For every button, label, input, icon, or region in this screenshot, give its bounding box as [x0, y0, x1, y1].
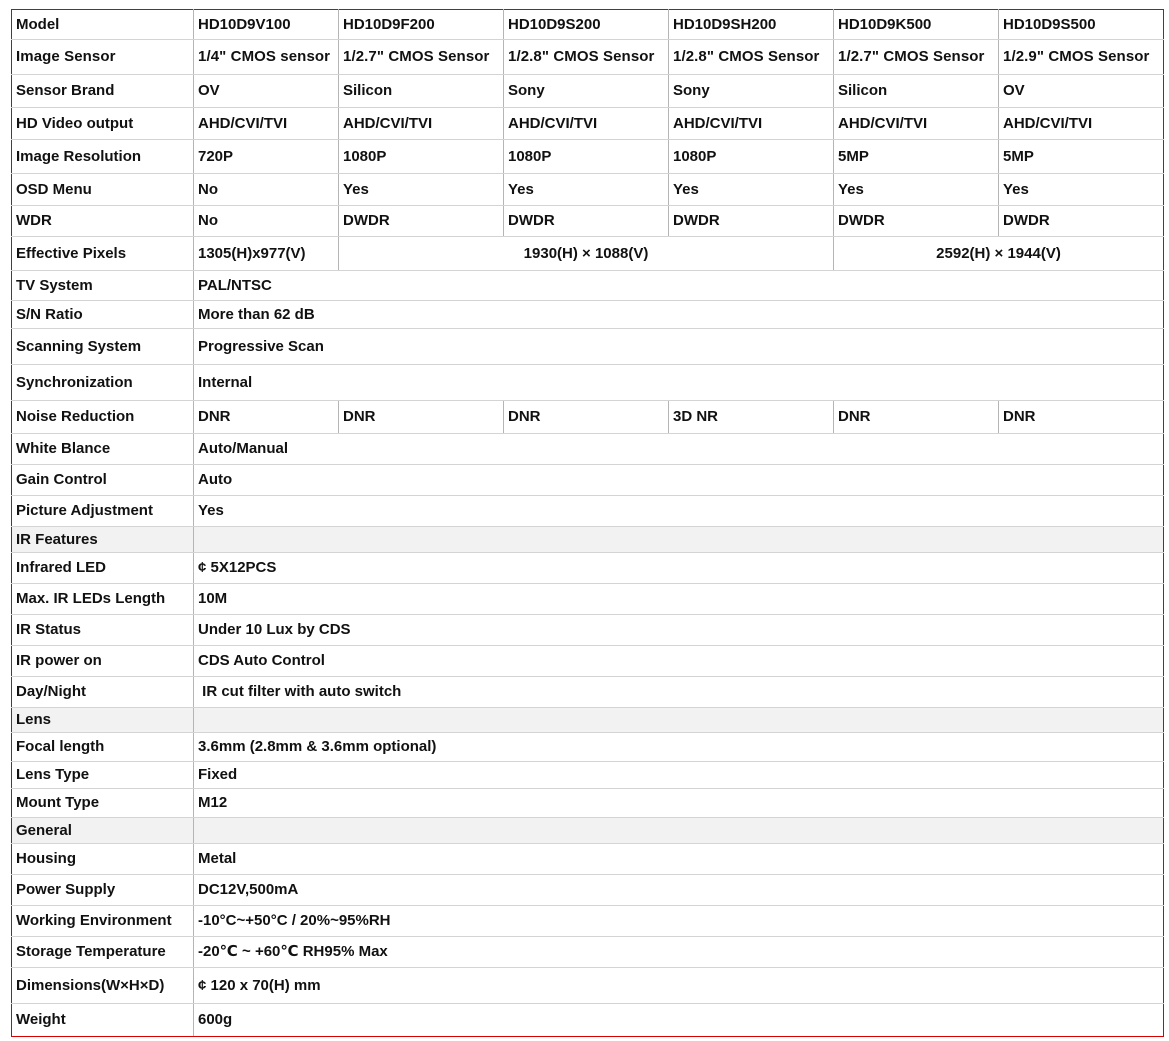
row-dimensions — [12, 968, 1164, 1004]
label-power-supply: Power Supply — [12, 875, 194, 906]
cell-model-2: HD10D9F200 — [339, 10, 504, 40]
row-synchronization — [12, 365, 1164, 401]
cell-sensor-brand-2: Silicon — [339, 75, 504, 108]
value-dimensions: ¢ 120 x 70(H) mm — [194, 968, 1164, 1004]
row-tv-system — [12, 271, 1164, 301]
cell-noise-reduction-4: 3D NR — [669, 401, 834, 434]
row-mount-type — [12, 789, 1164, 818]
cell-hd-video-output-6: AHD/CVI/TVI — [999, 108, 1164, 140]
cell-hd-video-output-2: AHD/CVI/TVI — [339, 108, 504, 140]
row-ir-power-on — [12, 646, 1164, 677]
value-tv-system: PAL/NTSC — [194, 271, 1164, 301]
cell-model-5: HD10D9K500 — [834, 10, 999, 40]
row-image-sensor — [12, 40, 1164, 75]
cell-model-3: HD10D9S200 — [504, 10, 669, 40]
cell-osd-menu-4: Yes — [669, 174, 834, 206]
cell-image-resolution-4: 1080P — [669, 140, 834, 174]
value-power-supply: DC12V,500mA — [194, 875, 1164, 906]
value-picture-adjustment: Yes — [194, 496, 1164, 527]
label-ir-power-on: IR power on — [12, 646, 194, 677]
cell-osd-menu-6: Yes — [999, 174, 1164, 206]
row-weight — [12, 1004, 1164, 1037]
label-wdr: WDR — [12, 206, 194, 237]
label-osd-menu: OSD Menu — [12, 174, 194, 206]
cell-sensor-brand-1: OV — [194, 75, 339, 108]
row-lens-type — [12, 762, 1164, 789]
row-working-environment — [12, 906, 1164, 937]
cell-osd-menu-5: Yes — [834, 174, 999, 206]
cell-image-resolution-1: 720P — [194, 140, 339, 174]
row-storage-temperature — [12, 937, 1164, 968]
label-synchronization: Synchronization — [12, 365, 194, 401]
label-lens-type: Lens Type — [12, 762, 194, 789]
section-title-ir-features: IR Features — [12, 527, 194, 553]
row-picture-adjustment — [12, 496, 1164, 527]
value-housing: Metal — [194, 844, 1164, 875]
label-scanning-system: Scanning System — [12, 329, 194, 365]
row-white-blance — [12, 434, 1164, 465]
value-gain-control: Auto — [194, 465, 1164, 496]
section-lens — [12, 708, 1164, 733]
value-scanning-system: Progressive Scan — [194, 329, 1164, 365]
row-gain-control — [12, 465, 1164, 496]
label-gain-control: Gain Control — [12, 465, 194, 496]
row-sn-ratio — [12, 301, 1164, 329]
cell-model-6: HD10D9S500 — [999, 10, 1164, 40]
cell-image-sensor-2: 1/2.7" CMOS Sensor — [339, 40, 504, 75]
cell-image-resolution-2: 1080P — [339, 140, 504, 174]
label-ir-status: IR Status — [12, 615, 194, 646]
cell-noise-reduction-2: DNR — [339, 401, 504, 434]
value-white-blance: Auto/Manual — [194, 434, 1164, 465]
label-effective-pixels: Effective Pixels — [12, 237, 194, 271]
value-max-ir-leds-length: 10M — [194, 584, 1164, 615]
cell-wdr-4: DWDR — [669, 206, 834, 237]
row-noise-reduction — [12, 401, 1164, 434]
label-mount-type: Mount Type — [12, 789, 194, 818]
cell-image-sensor-4: 1/2.8" CMOS Sensor — [669, 40, 834, 75]
value-synchronization: Internal — [194, 365, 1164, 401]
label-sensor-brand: Sensor Brand — [12, 75, 194, 108]
label-infrared-led: Infrared LED — [12, 553, 194, 584]
row-focal-length — [12, 733, 1164, 762]
cell-sensor-brand-3: Sony — [504, 75, 669, 108]
label-focal-length: Focal length — [12, 733, 194, 762]
section-general — [12, 818, 1164, 844]
section-fill-general — [194, 818, 1164, 844]
value-storage-temperature: -20℃ ~ +60℃ RH95% Max — [194, 937, 1164, 968]
cell-effective-pixels-2: 1930(H) × 1088(V) — [339, 237, 834, 271]
row-scanning-system — [12, 329, 1164, 365]
section-ir-features — [12, 527, 1164, 553]
cell-wdr-5: DWDR — [834, 206, 999, 237]
value-ir-status: Under 10 Lux by CDS — [194, 615, 1164, 646]
cell-effective-pixels-1: 1305(H)x977(V) — [194, 237, 339, 271]
label-day-night: Day/Night — [12, 677, 194, 708]
row-power-supply — [12, 875, 1164, 906]
cell-image-sensor-3: 1/2.8" CMOS Sensor — [504, 40, 669, 75]
label-storage-temperature: Storage Temperature — [12, 937, 194, 968]
section-title-general: General — [12, 818, 194, 844]
cell-hd-video-output-1: AHD/CVI/TVI — [194, 108, 339, 140]
cell-image-sensor-6: 1/2.9" CMOS Sensor — [999, 40, 1164, 75]
cell-wdr-6: DWDR — [999, 206, 1164, 237]
label-sn-ratio: S/N Ratio — [12, 301, 194, 329]
cell-hd-video-output-3: AHD/CVI/TVI — [504, 108, 669, 140]
row-sensor-brand — [12, 75, 1164, 108]
label-picture-adjustment: Picture Adjustment — [12, 496, 194, 527]
row-wdr — [12, 206, 1164, 237]
value-working-environment: -10°C~+50°C / 20%~95%RH — [194, 906, 1164, 937]
value-sn-ratio: More than 62 dB — [194, 301, 1164, 329]
cell-sensor-brand-6: OV — [999, 75, 1164, 108]
cell-hd-video-output-4: AHD/CVI/TVI — [669, 108, 834, 140]
cell-wdr-1: No — [194, 206, 339, 237]
label-hd-video-output: HD Video output — [12, 108, 194, 140]
value-infrared-led: ¢ 5X12PCS — [194, 553, 1164, 584]
value-mount-type: M12 — [194, 789, 1164, 818]
cell-wdr-2: DWDR — [339, 206, 504, 237]
label-image-sensor: Image Sensor — [12, 40, 194, 75]
value-day-night: IR cut filter with auto switch — [194, 677, 1164, 708]
cell-effective-pixels-3: 2592(H) × 1944(V) — [834, 237, 1164, 271]
label-weight: Weight — [12, 1004, 194, 1037]
label-white-blance: White Blance — [12, 434, 194, 465]
label-image-resolution: Image Resolution — [12, 140, 194, 174]
cell-noise-reduction-3: DNR — [504, 401, 669, 434]
cell-osd-menu-1: No — [194, 174, 339, 206]
value-ir-power-on: CDS Auto Control — [194, 646, 1164, 677]
cell-image-sensor-1: 1/4" CMOS sensor — [194, 40, 339, 75]
row-day-night — [12, 677, 1164, 708]
cell-noise-reduction-6: DNR — [999, 401, 1164, 434]
row-ir-status — [12, 615, 1164, 646]
cell-image-resolution-3: 1080P — [504, 140, 669, 174]
value-weight: 600g — [194, 1004, 1164, 1037]
cell-hd-video-output-5: AHD/CVI/TVI — [834, 108, 999, 140]
label-noise-reduction: Noise Reduction — [12, 401, 194, 434]
section-fill-ir-features — [194, 527, 1164, 553]
cell-noise-reduction-1: DNR — [194, 401, 339, 434]
label-working-environment: Working Environment — [12, 906, 194, 937]
row-image-resolution — [12, 140, 1164, 174]
cell-image-sensor-5: 1/2.7" CMOS Sensor — [834, 40, 999, 75]
cell-model-1: HD10D9V100 — [194, 10, 339, 40]
section-fill-lens — [194, 708, 1164, 733]
label-housing: Housing — [12, 844, 194, 875]
label-max-ir-leds-length: Max. IR LEDs Length — [12, 584, 194, 615]
cell-noise-reduction-5: DNR — [834, 401, 999, 434]
cell-osd-menu-3: Yes — [504, 174, 669, 206]
cell-model-4: HD10D9SH200 — [669, 10, 834, 40]
label-model: Model — [12, 10, 194, 40]
cell-wdr-3: DWDR — [504, 206, 669, 237]
cell-sensor-brand-4: Sony — [669, 75, 834, 108]
cell-sensor-brand-5: Silicon — [834, 75, 999, 108]
label-dimensions: Dimensions(W×H×D) — [12, 968, 194, 1004]
value-lens-type: Fixed — [194, 762, 1164, 789]
spec-table — [11, 9, 1164, 1037]
section-title-lens: Lens — [12, 708, 194, 733]
cell-image-resolution-6: 5MP — [999, 140, 1164, 174]
row-housing — [12, 844, 1164, 875]
row-model — [12, 10, 1164, 40]
row-infrared-led — [12, 553, 1164, 584]
label-tv-system: TV System — [12, 271, 194, 301]
row-hd-video-output — [12, 108, 1164, 140]
value-focal-length: 3.6mm (2.8mm & 3.6mm optional) — [194, 733, 1164, 762]
cell-osd-menu-2: Yes — [339, 174, 504, 206]
row-max-ir-leds-length — [12, 584, 1164, 615]
row-effective-pixels — [12, 237, 1164, 271]
row-osd-menu — [12, 174, 1164, 206]
cell-image-resolution-5: 5MP — [834, 140, 999, 174]
